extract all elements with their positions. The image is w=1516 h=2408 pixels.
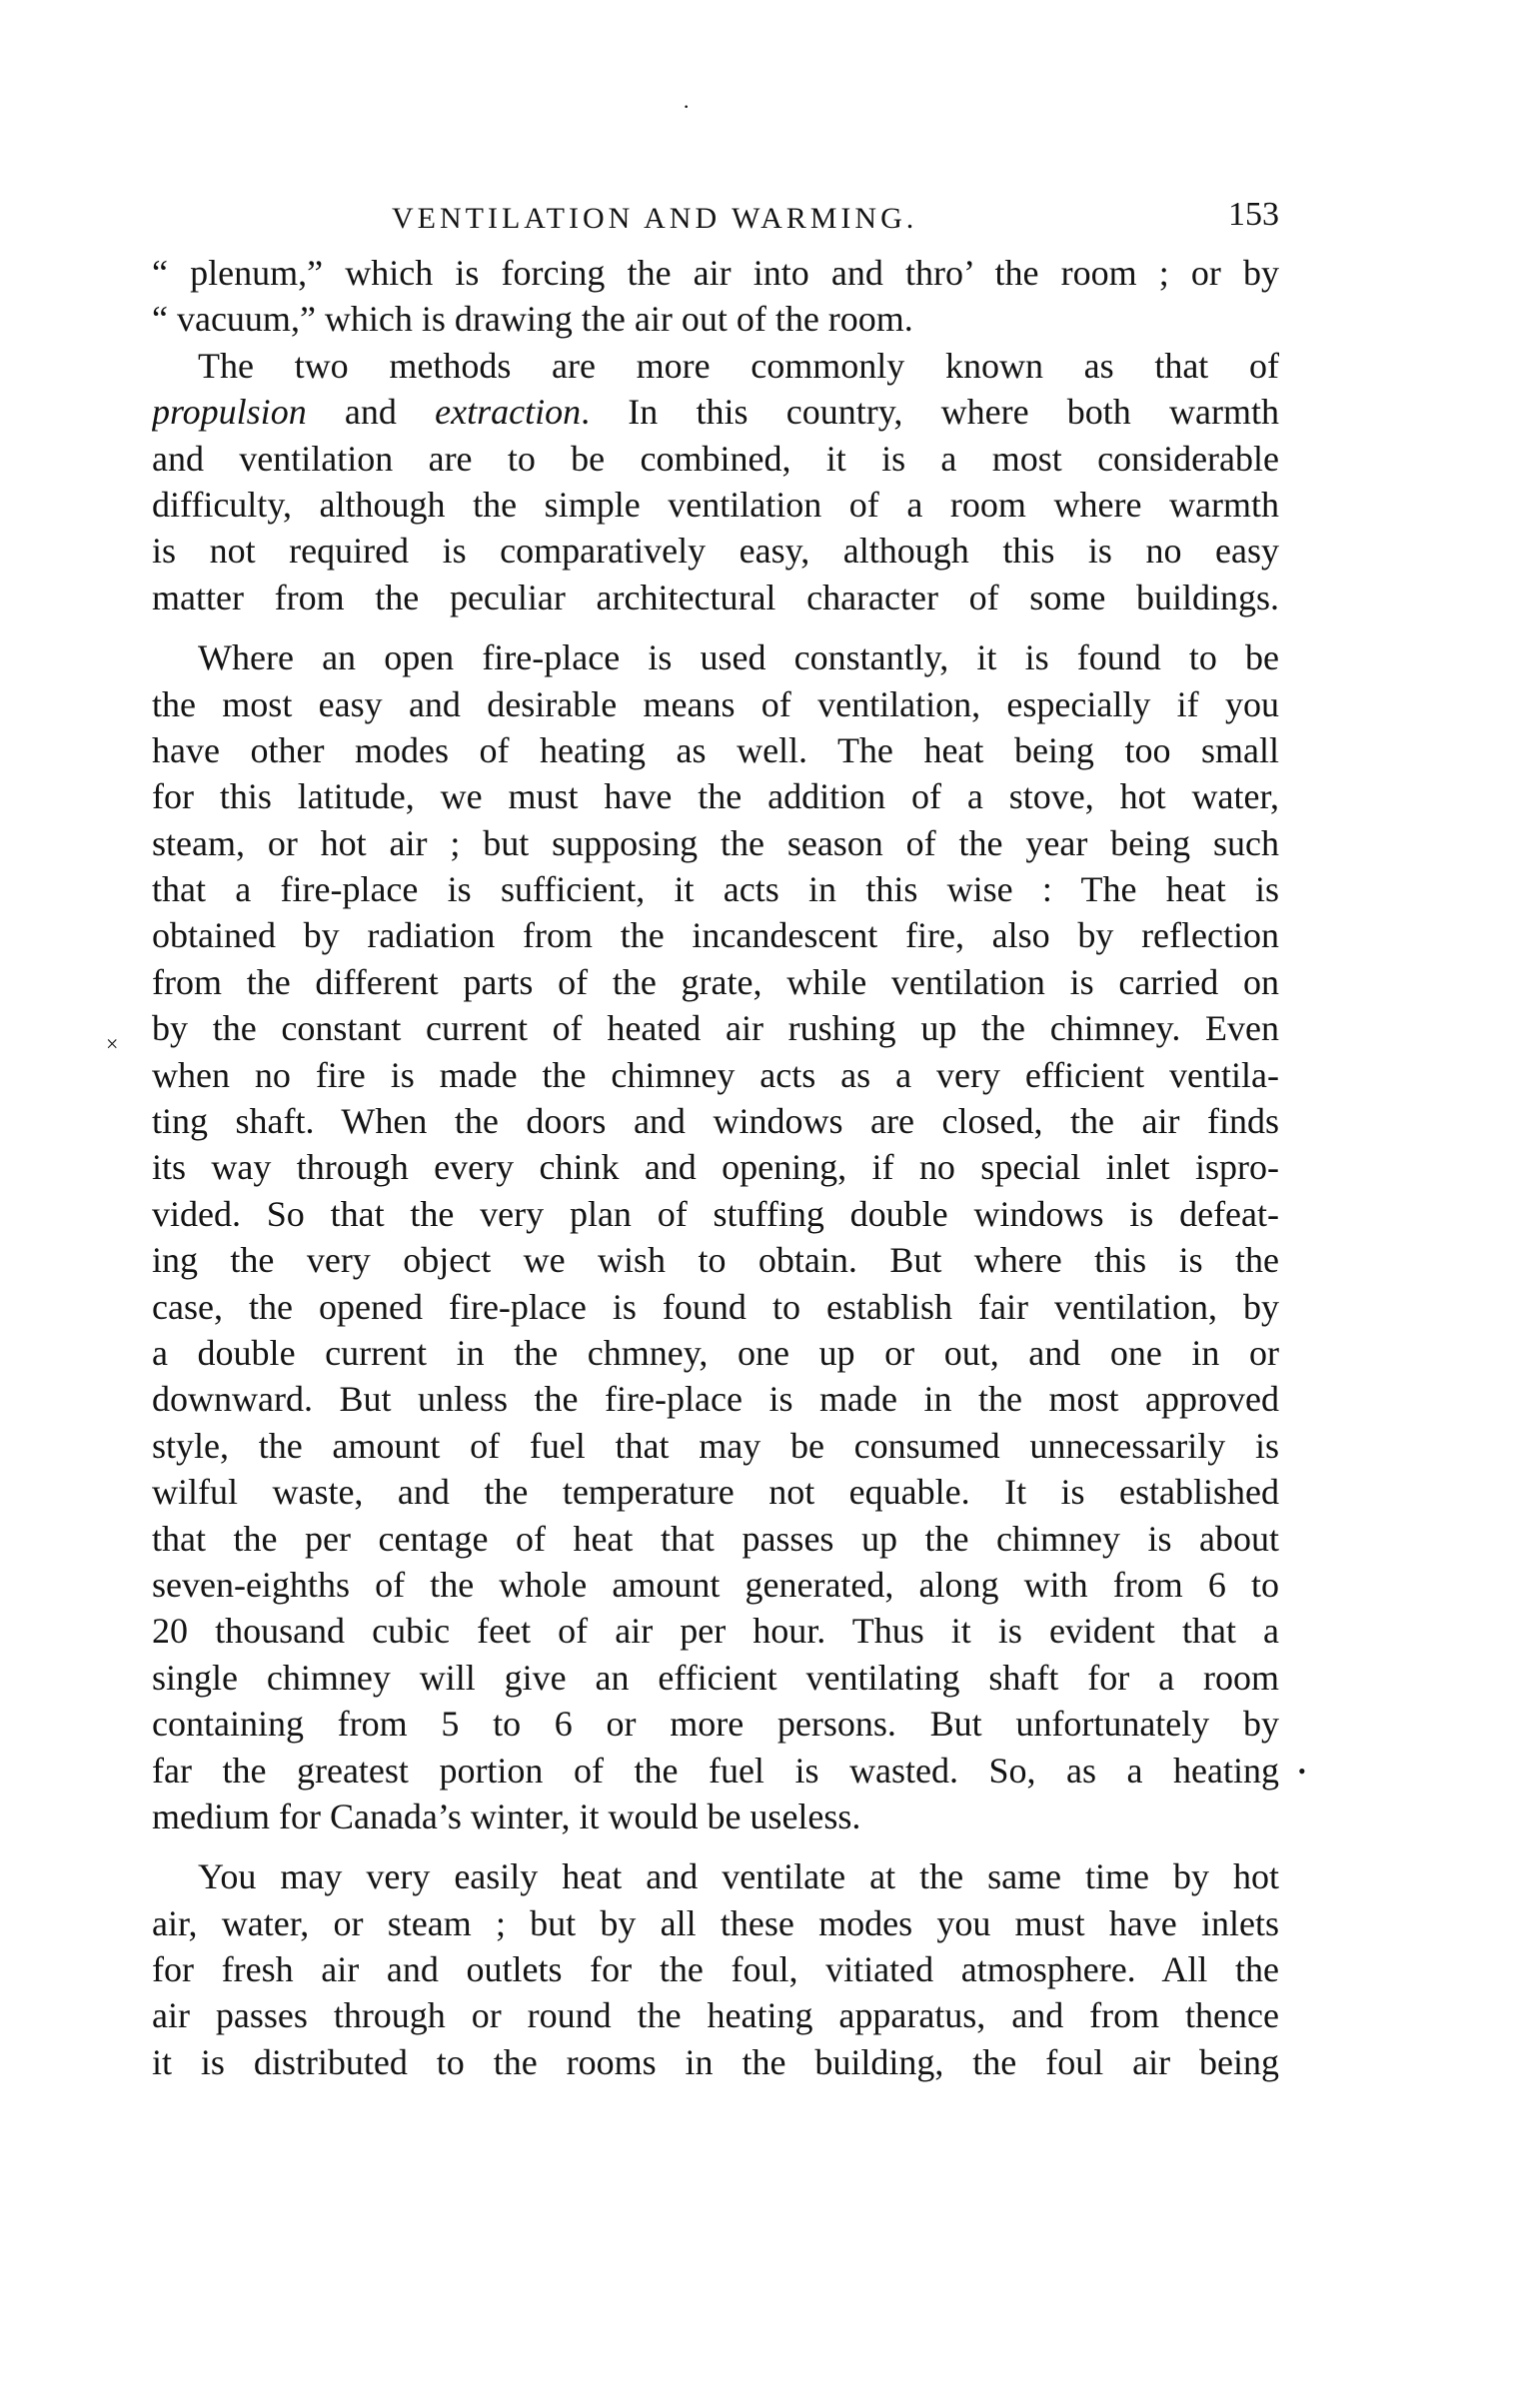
body-text — [152, 250, 1279, 2085]
paragraph — [152, 1853, 1279, 2085]
text-line: ing the very object we wish to obtain. But where this is the — [152, 1240, 1279, 1281]
text-line: The two methods are more commonly known as that of — [198, 345, 1279, 386]
text-line: that a fire-place is sufficient, it acts in this wise : The heat is — [152, 869, 1279, 910]
paragraph — [152, 343, 1279, 620]
text-line: is not required is comparatively easy, although this is no easy — [152, 531, 1279, 572]
text-line: air, water, or steam ; but by all these modes you must have inlets — [152, 1902, 1279, 1943]
text-line: far the greatest portion of the fuel is wasted. So, as a heating — [152, 1750, 1279, 1791]
text-line: steam, or hot air ; but supposing the season of the year being such — [152, 822, 1279, 863]
text-line: when no fire is made the chimney acts as a very efficient ventila- — [152, 1054, 1279, 1095]
paragraph-gap — [152, 1839, 1279, 1853]
page-header — [152, 192, 1279, 242]
text-line: style, the amount of fuel that may be consumed unnecessarily is — [152, 1425, 1279, 1466]
text-line: case, the opened fire-place is found to establish fair ventilation, by — [152, 1286, 1279, 1327]
paragraph-gap — [152, 620, 1279, 634]
right-margin-mark: • — [1298, 1759, 1306, 1784]
text-line: You may very easily heat and ventilate at the same time by hot — [198, 1856, 1279, 1897]
text-line: 20 thousand cubic feet of air per hour. Thus it is evident that a — [152, 1611, 1279, 1652]
text-line: propulsion and extraction. In this country, where both warmth — [152, 392, 1279, 433]
text-line: downward. But unless the fire-place is made in the most approved — [152, 1379, 1279, 1420]
text-line: the most easy and desirable means of ventilation, especially if you — [152, 683, 1279, 724]
left-margin-mark: × — [106, 1031, 119, 1056]
text-line: for this latitude, we must have the addition of a stove, hot water, — [152, 776, 1279, 817]
text-line: matter from the peculiar architectural character of some buildings. — [152, 577, 1279, 617]
text-line: have other modes of heating as well. The heat being too small — [152, 729, 1279, 770]
text-line: a double current in the chmney, one up or out, and one in or — [152, 1332, 1279, 1373]
text-line: that the per centage of heat that passes up the chimney is about — [152, 1518, 1279, 1559]
text-line: for fresh air and outlets for the foul, vitiated atmosphere. All the — [152, 1949, 1279, 1990]
text-line: difficulty, although the simple ventilation of a room where warmth — [152, 484, 1279, 525]
page-number: 153 — [1228, 196, 1279, 233]
text-line: air passes through or round the heating apparatus, and from thence — [152, 1995, 1279, 2036]
text-line: vided. So that the very plan of stuffing double windows is defeat- — [152, 1193, 1279, 1234]
text-line: and ventilation are to be combined, it is a most considerable — [152, 438, 1279, 479]
text-line: obtained by radiation from the incandescent fire, also by reflection — [152, 915, 1279, 956]
italic-term: propulsion — [152, 392, 307, 433]
running-title: VENTILATION AND WARMING. — [392, 202, 918, 235]
text-line: wilful waste, and the temperature not equable. It is established — [152, 1472, 1279, 1513]
text-line: “ vacuum,” which is drawing the air out of the room. — [152, 299, 913, 340]
paragraph — [152, 250, 1279, 343]
paragraph — [152, 634, 1279, 1839]
text-line: it is distributed to the rooms in the building, the foul air being — [152, 2041, 1279, 2082]
text-line: by the constant current of heated air rushing up the chimney. Even — [152, 1008, 1279, 1049]
text-line: medium for Canada’s winter, it would be useless. — [152, 1796, 861, 1836]
text-line: from the different parts of the grate, while ventilation is carried on — [152, 961, 1279, 1002]
text-line: single chimney will give an efficient ventilating shaft for a room — [152, 1657, 1279, 1698]
text-line: its way through every chink and opening, if no special inlet ispro- — [152, 1147, 1279, 1188]
text-line: Where an open fire-place is used constantly, it is found to be — [198, 637, 1279, 678]
top-speck-mark: · — [683, 94, 691, 119]
text-line: containing from 5 to 6 or more persons. But unfortunately by — [152, 1704, 1279, 1745]
text-line: ting shaft. When the doors and windows are closed, the air finds — [152, 1101, 1279, 1142]
italic-term: extraction — [435, 392, 582, 433]
text-line: seven-eighths of the whole amount generated, along with from 6 to — [152, 1564, 1279, 1605]
text-line: “ plenum,” which is forcing the air into and thro’ the room ; or by — [152, 253, 1279, 293]
